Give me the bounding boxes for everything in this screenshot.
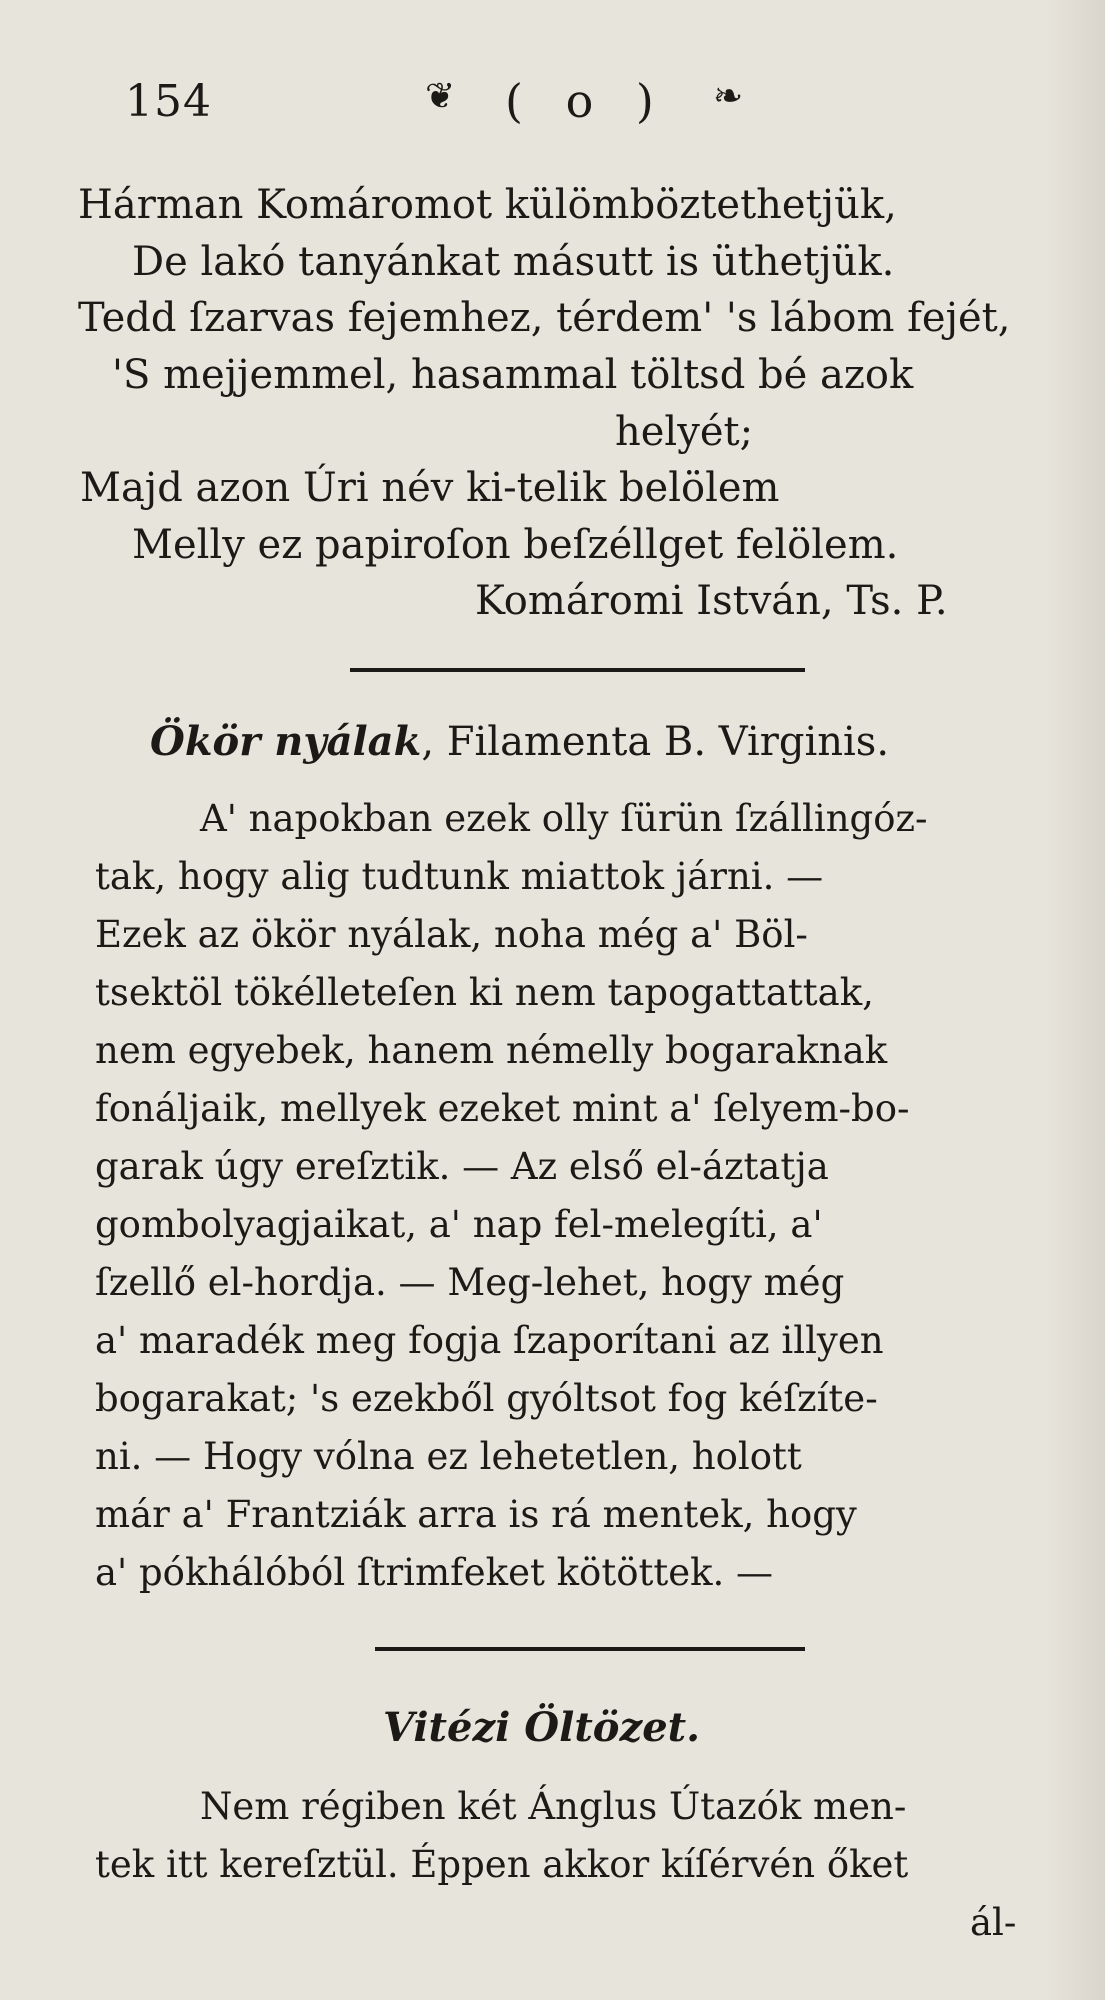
poem-line: Majd azon Úri név ki-telik belölem [80, 465, 780, 511]
paragraph-line: tek itt kereſztül. Éppen akkor kíſérvén őket [95, 1843, 909, 1886]
page-header [95, 66, 995, 136]
poem-line: 'S mejjemmel, hasammal töltsd bé azok [112, 352, 914, 398]
article-title-rest: , Filamenta B. Virginis. [421, 719, 890, 765]
paragraph-line: a' pókhálóból ſtrimfeket kötöttek. — [95, 1551, 774, 1594]
paragraph-line: tsektöl tökélleteſen ki nem tapogattattak, [95, 971, 874, 1014]
header-mark: ( o ) [505, 74, 668, 128]
paragraph-line: garak úgy ereſztik. — Az első el-áztatja [95, 1145, 829, 1188]
paragraph-line: Nem régiben két Ánglus Útazók men- [200, 1785, 907, 1828]
paragraph-line: gombolyagjaikat, a' nap fel-melegíti, a' [95, 1203, 823, 1246]
paragraph-line: bogarakat; 's ezekből gyóltsot fog kéſzíte- [95, 1377, 878, 1420]
catchword: ál- [970, 1901, 1017, 1944]
page-edge-shadow [1045, 0, 1105, 2000]
paragraph-line: nem egyebek, hanem némelly bogaraknak [95, 1029, 888, 1072]
paragraph-line: a' maradék meg fogja ſzaporítani az illyen [95, 1319, 884, 1362]
poem-line: Hárman Komáromot külömböztethetjük, [78, 182, 897, 228]
paragraph-line: ſzellő el-hordja. — Meg-lehet, hogy még [95, 1261, 845, 1304]
article-title: Vitézi Öltözet. [383, 1704, 701, 1751]
poem-line: Melly ez papiroſon beſzéllget felölem. [132, 522, 899, 568]
paragraph-line: Ezek az ökör nyálak, noha még a' Böl- [95, 913, 808, 956]
ornament-right-icon: ❧ [713, 76, 744, 117]
section-divider [375, 1647, 805, 1651]
section-divider [350, 668, 805, 672]
page-number: 154 [125, 76, 212, 127]
paragraph-line: A' napokban ezek olly ſürün ſzállingóz- [200, 797, 928, 840]
poem-line: Tedd ſzarvas fejemhez, térdem' 's lábom fejét, [78, 295, 1011, 341]
article-title-italic: Ökör nyálak [150, 718, 422, 765]
poem-signature: Komáromi István, Ts. P. [475, 578, 948, 624]
paragraph-line: tak, hogy alig tudtunk miattok járni. — [95, 855, 824, 898]
paragraph-line: fonáljaik, mellyek ezeket mint a' ſelyem-bo- [95, 1087, 910, 1130]
poem-line: De lakó tanyánkat másutt is üthetjük. [132, 239, 895, 285]
poem-line: helyét; [615, 409, 754, 455]
paragraph-line: már a' Frantziák arra is rá mentek, hogy [95, 1493, 857, 1536]
paragraph-line: ni. — Hogy vólna ez lehetetlen, holott [95, 1435, 802, 1478]
ornament-left-icon: ❦ [425, 76, 456, 117]
article-title [150, 718, 890, 765]
